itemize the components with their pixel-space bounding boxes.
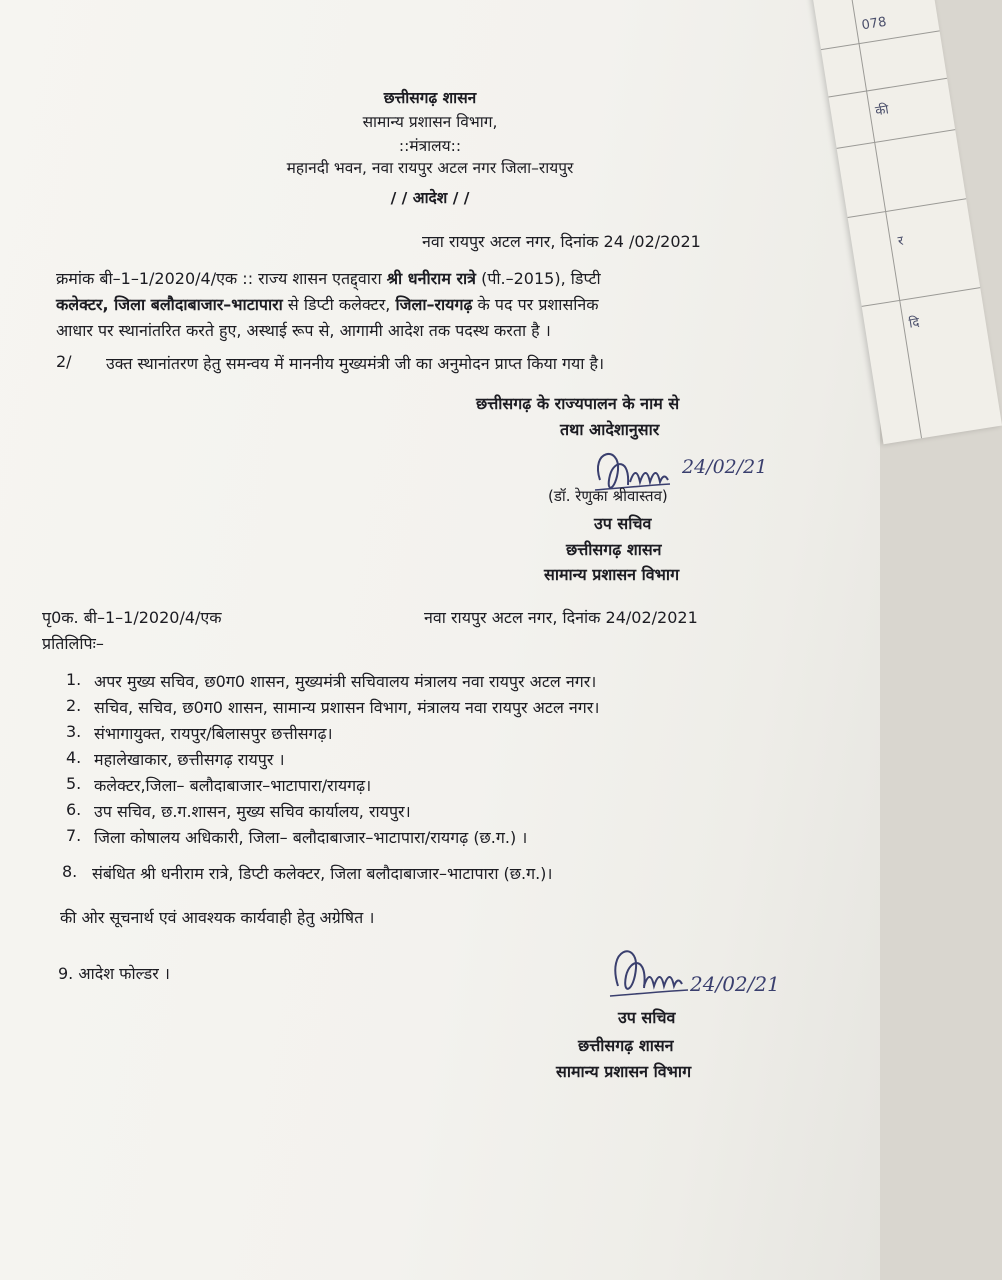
header-address: महानदी भवन, नवा रायपुर अटल नगर जिला–रायपुर — [286, 159, 574, 177]
copy-label: प्रतिलिपिः– — [42, 634, 104, 653]
sig2-handwritten-date: 24/02/21 — [690, 972, 780, 996]
order-place-date: नवा रायपुर अटल नगर, दिनांक 24 /02/2021 — [422, 232, 701, 251]
copy-item-text: अपर मुख्य सचिव, छ0ग0 शासन, मुख्यमंत्री सचिवालय मंत्रालय नवा रायपुर अटल नगर। — [94, 672, 597, 691]
sig1-name: (डॉ. रेणुका श्रीवास्तव) — [548, 487, 668, 505]
copy-item-text: जिला कोषालय अधिकारी, जिला– बलौदाबाजार–भाटापारा/रायगढ़ (छ.ग.) । — [94, 828, 528, 847]
sheet-fragment: दि — [907, 315, 921, 332]
copy-item-number: 2. — [66, 696, 82, 715]
copy-item-text: कलेक्टर,जिला– बलौदाबाजार–भाटापारा/रायगढ़। — [94, 776, 372, 795]
copy-item-number: 1. — [66, 670, 82, 689]
forwarding-note: की ओर सूचनार्थ एवं आवश्यक कार्यवाही हेतु अग्रेषित । — [60, 908, 375, 927]
order-folder-item: 9. आदेश फोल्डर । — [58, 964, 170, 983]
sig2-org1: छत्तीसगढ़ शासन — [578, 1036, 674, 1055]
sheet-fragment: र — [896, 233, 905, 250]
copy-item-number: 4. — [66, 748, 82, 767]
header-department: सामान्य प्रशासन विभाग, — [362, 113, 498, 131]
copy-item-text: सचिव, सचिव, छ0ग0 शासन, सामान्य प्रशासन विभाग, मंत्रालय नवा रायपुर अटल नगर। — [94, 698, 600, 717]
order-para1-line1: क्रमांक बी–1–1/2020/4/एक :: राज्य शासन एतद्द्वारा श्री धनीराम रात्रे (पी.–2015), डिप्टी — [56, 269, 601, 288]
sheet-fragment: 078 — [860, 14, 888, 34]
sheet-fragment — [856, 0, 899, 2]
sig1-designation: उप सचिव — [594, 514, 652, 533]
copy-item-number: 8. — [62, 862, 78, 881]
header-ministry: ::मंत्रालय:: — [398, 137, 462, 155]
sig2-org2: सामान्य प्रशासन विभाग — [556, 1062, 692, 1081]
sig1-org1: छत्तीसगढ़ शासन — [566, 540, 662, 559]
copy-item-text: संबंधित श्री धनीराम रात्रे, डिप्टी कलेक्टर, जिला बलौदाबाजार–भाटापारा (छ.ग.)। — [92, 864, 553, 883]
copy-item-number: 3. — [66, 722, 82, 741]
sig1-governor-line: छत्तीसगढ़ के राज्यपालन के नाम से — [476, 394, 680, 413]
sig1-org2: सामान्य प्रशासन विभाग — [544, 565, 680, 584]
copy-item-text: संभागायुक्त, रायपुर/बिलासपुर छत्तीसगढ़। — [94, 724, 333, 743]
order-title: / / आदेश / / — [390, 189, 470, 207]
endorsement-place-date: नवा रायपुर अटल नगर, दिनांक 24/02/2021 — [424, 608, 698, 627]
sig2-designation: उप सचिव — [618, 1008, 676, 1027]
sheet-fragment: की — [874, 102, 890, 120]
order-para2-number: 2/ — [56, 352, 72, 371]
header-government: छत्तीसगढ़ शासन — [383, 89, 477, 107]
copy-item-text: महालेखाकार, छत्तीसगढ़ रायपुर । — [94, 750, 285, 769]
copy-item-number: 6. — [66, 800, 82, 819]
copy-item-number: 5. — [66, 774, 82, 793]
endorsement-ref: पृ0क. बी–1–1/2020/4/एक — [42, 608, 222, 627]
copy-item-number: 7. — [66, 826, 82, 845]
order-para1-line3: आधार पर स्थानांतरित करते हुए, अस्थाई रूप से, आगामी आदेश तक पदस्थ करता है । — [56, 321, 551, 340]
sig1-handwritten-date: 24/02/21 — [682, 456, 768, 478]
order-para1-line2: कलेक्टर, जिला बलौदाबाजार–भाटापारा से डिप्टी कलेक्टर, जिला–रायगढ़ के पद पर प्रशासनिक — [56, 295, 599, 314]
order-para2-text: उक्त स्थानांतरण हेतु समन्वय में माननीय मुख्यमंत्री जी का अनुमोदन प्राप्त किया गया है। — [106, 354, 605, 373]
sig1-order-line: तथा आदेशानुसार — [560, 420, 660, 439]
copy-item-text: उप सचिव, छ.ग.शासन, मुख्य सचिव कार्यालय, रायपुर। — [94, 802, 411, 821]
